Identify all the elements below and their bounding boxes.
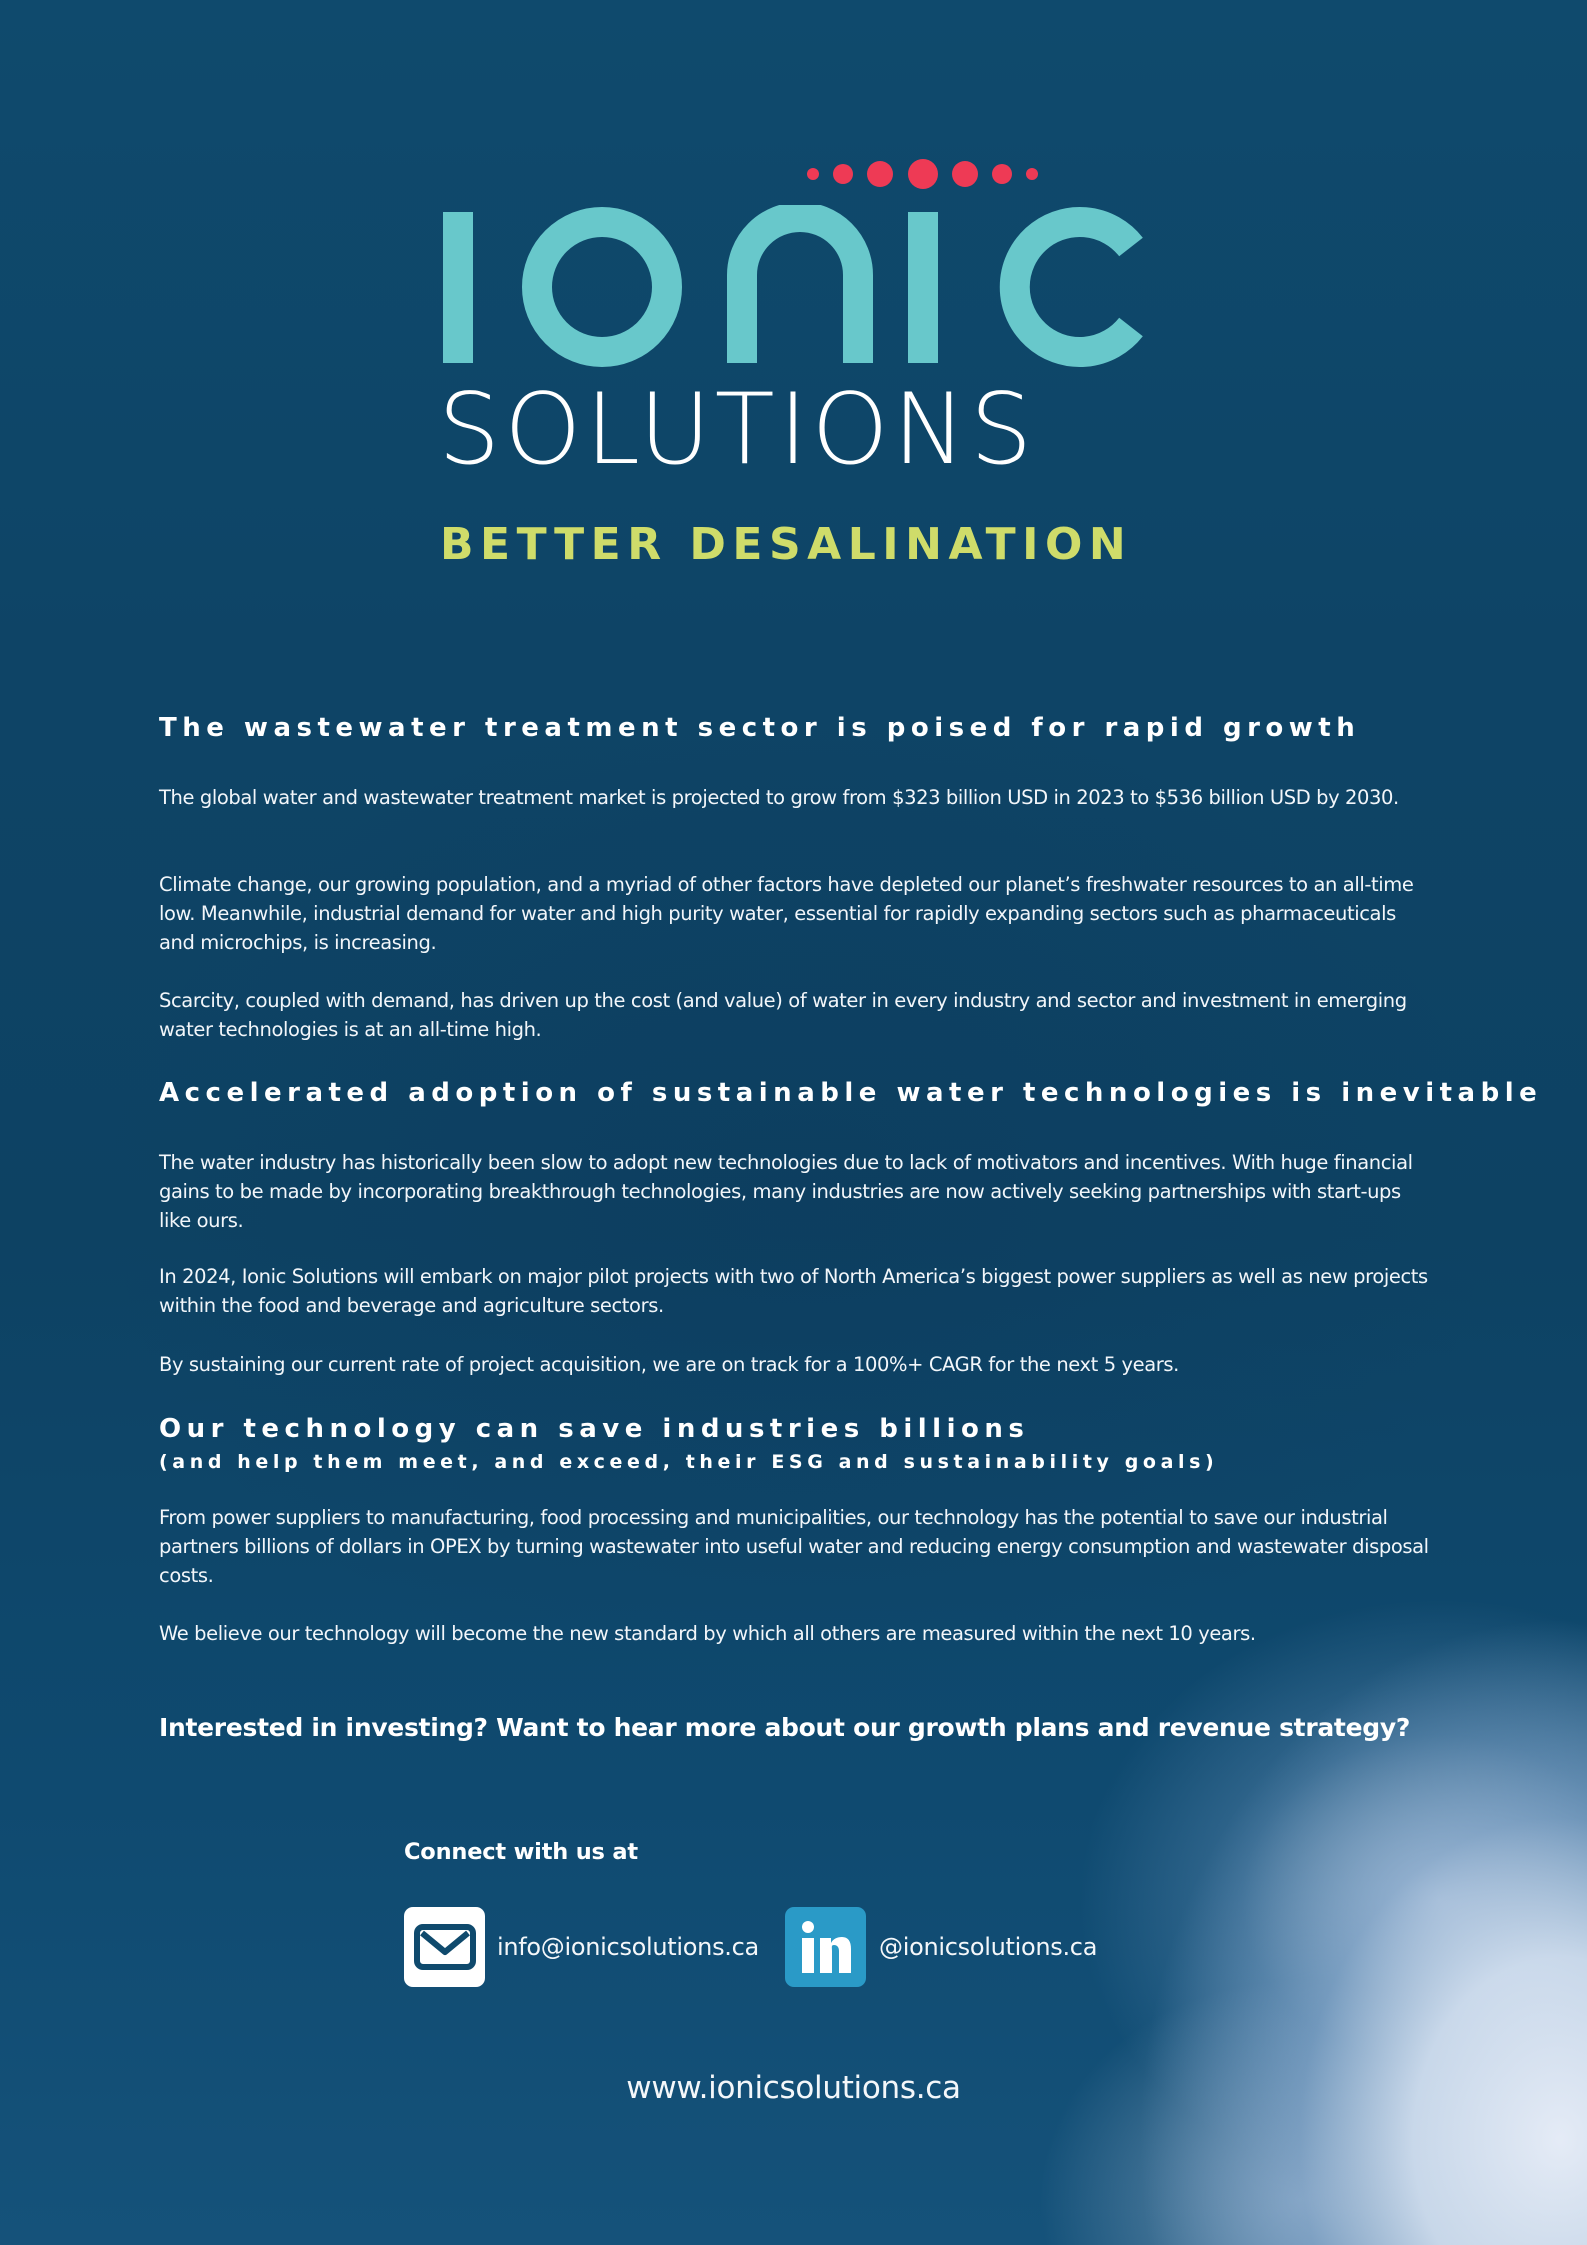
linkedin-icon[interactable] [785,1907,866,1987]
paragraph: Scarcity, coupled with demand, has driven up the cost (and value) of water in every industry and sector and investment in emerging water technologies is at an all-time high. [159,989,1407,1041]
logo-dot-icon [1026,168,1038,180]
connect-label: Connect with us at [404,1839,638,1865]
logo-dot-icon [867,161,893,187]
mail-icon[interactable] [404,1907,485,1987]
paragraph: By sustaining our current rate of project acquisition, we are on track for a 100%+ CAGR for the next 5 years. [159,1353,1179,1376]
section-subheading: (and help them meet, and exceed, their ESG and sustainability goals) [159,1451,1219,1473]
logo-dot-icon [908,159,938,189]
paragraph: The water industry has historically been slow to adopt new technologies due to lack of motivators and incentives. With huge financial gains to be made by incorporating breakthrough technologies, many industries are now actively seeking partnerships with start-ups like ours. [159,1151,1413,1232]
paragraph: Climate change, our growing population, and a myriad of other factors have depleted our planet’s freshwater resources to an all-time low. Meanwhile, industrial demand for water and high purity water, essential for rapidly expanding sectors such as pharmaceuticals and microchips, is increasing. [159,873,1414,954]
tagline: BETTER DESALINATION [440,519,1133,570]
website-link[interactable]: www.ionicsolutions.ca [626,2070,961,2106]
logo-dot-icon [807,168,819,180]
linkedin-handle-link[interactable]: @ionicsolutions.ca [879,1933,1098,1961]
logo-solutions-wordmark: SOLUTIONS [438,373,1037,487]
logo-dot-icon [952,161,978,187]
paragraph: The global water and wastewater treatment market is projected to grow from $323 billion USD in 2023 to $536 billion USD by 2030. [159,786,1399,809]
logo-dot-icon [833,164,853,184]
paragraph: We believe our technology will become the new standard by which all others are measured within the next 10 years. [159,1622,1256,1645]
paragraph: From power suppliers to manufacturing, food processing and municipalities, our technology has the potential to save our industrial partners billions of dollars in OPEX by turning wastewater into useful water and reducing energy consumption and wastewater disposal costs. [159,1506,1429,1587]
investor-cta: Interested in investing? Want to hear more about our growth plans and revenue strategy? [159,1713,1411,1742]
section-heading: Our technology can save industries billions [159,1414,1030,1444]
paragraph: In 2024, Ionic Solutions will embark on major pilot projects with two of North America’s biggest power suppliers as well as new projects within the food and beverage and agriculture sectors. [159,1265,1428,1317]
section-heading: The wastewater treatment sector is poised for rapid growth [159,713,1361,743]
section-heading: Accelerated adoption of sustainable water technologies is inevitable [159,1078,1543,1108]
email-link[interactable]: info@ionicsolutions.ca [497,1933,759,1961]
logo-dot-icon [992,164,1012,184]
logo-ionic-wordmark [440,205,1150,370]
